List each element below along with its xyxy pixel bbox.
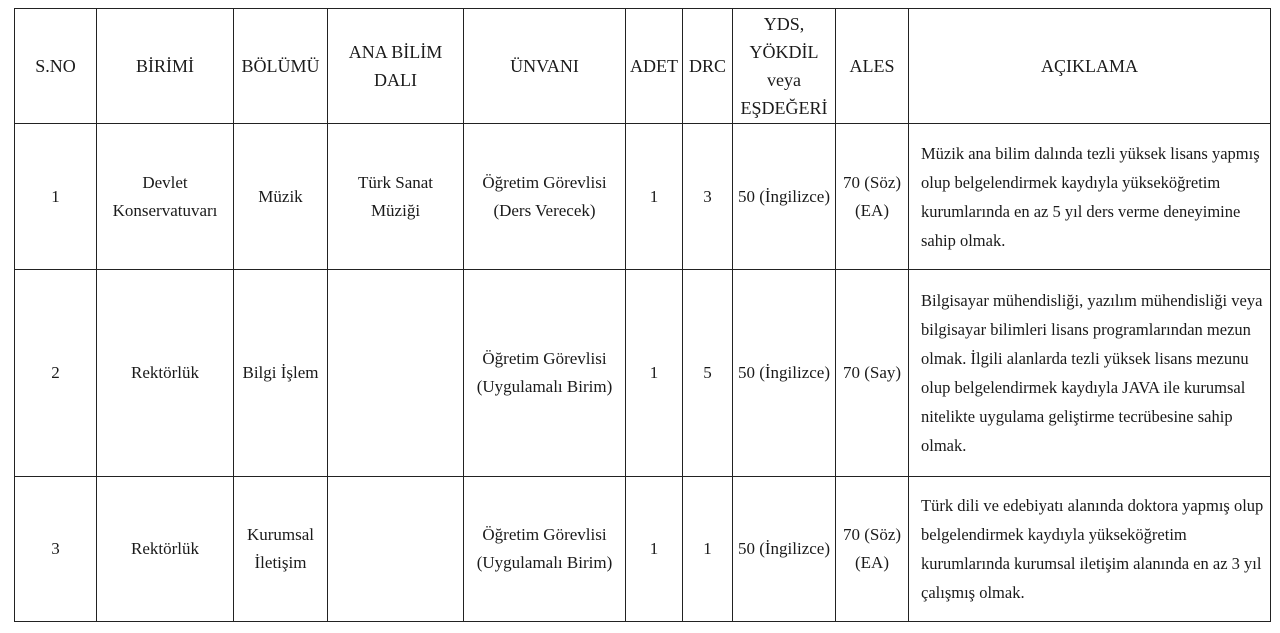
cell-ales: 70 (Söz) (EA)	[836, 477, 909, 622]
cell-adet: 1	[626, 270, 683, 477]
job-posting-table	[14, 8, 1271, 622]
cell-ales: 70 (Söz) (EA)	[836, 124, 909, 270]
header-adet: ADET	[626, 9, 683, 124]
cell-birimi: Rektörlük	[97, 270, 234, 477]
cell-drc: 5	[683, 270, 733, 477]
header-ales: ALES	[836, 9, 909, 124]
table-row	[15, 270, 1271, 477]
table-row	[15, 124, 1271, 270]
cell-birimi: Devlet Konservatuvarı	[97, 124, 234, 270]
cell-yds: 50 (İngilizce)	[733, 124, 836, 270]
cell-drc: 3	[683, 124, 733, 270]
cell-ales: 70 (Say)	[836, 270, 909, 477]
cell-sno: 2	[15, 270, 97, 477]
header-birimi: BİRİMİ	[97, 9, 234, 124]
cell-adet: 1	[626, 124, 683, 270]
cell-unvani: Öğretim Görevlisi (Uygulamalı Birim)	[464, 270, 626, 477]
header-ana-bilim-dali-text: ANA BİLİM DALI	[348, 42, 443, 90]
header-yds: YDS, YÖKDİL veya EŞDEĞERİ	[733, 9, 836, 124]
cell-aciklama: Müzik ana bilim dalında tezli yüksek lisans yapmış olup belgelendirmek kaydıyla yükseköğretim kurumlarında en az 5 yıl ders verme deneyimine sahip olmak.	[909, 124, 1271, 270]
cell-bolumu: Müzik	[234, 124, 328, 270]
cell-aciklama: Türk dili ve edebiyatı alanında doktora yapmış olup belgelendirmek kaydıyla yükseköğretim kurumlarında kurumsal iletişim alanında en az 3 yıl çalışmış olmak.	[909, 477, 1271, 622]
header-ana-bilim-dali	[328, 9, 464, 124]
cell-bolumu: Bilgi İşlem	[234, 270, 328, 477]
cell-ana-bilim-dali	[328, 477, 464, 622]
cell-adet: 1	[626, 477, 683, 622]
cell-unvani: Öğretim Görevlisi (Ders Verecek)	[464, 124, 626, 270]
cell-ana-bilim-dali	[328, 270, 464, 477]
cell-yds: 50 (İngilizce)	[733, 270, 836, 477]
cell-aciklama: Bilgisayar mühendisliği, yazılım mühendisliği veya bilgisayar bilimleri lisans programlarından mezun olmak. İlgili alanlarda tezli yüksek lisans mezunu olup belgelendirmek kaydıyla JAVA ile kurumsal nitelikte uygulama geliştirme tecrübesine sahip olmak.	[909, 270, 1271, 477]
header-aciklama: AÇIKLAMA	[909, 9, 1271, 124]
cell-birimi: Rektörlük	[97, 477, 234, 622]
cell-sno: 3	[15, 477, 97, 622]
cell-ana-bilim-dali-text: Türk Sanat Müziği	[357, 172, 434, 220]
header-row	[15, 9, 1271, 124]
header-unvani: ÜNVANI	[464, 9, 626, 124]
cell-yds: 50 (İngilizce)	[733, 477, 836, 622]
header-sno: S.NO	[15, 9, 97, 124]
cell-sno: 1	[15, 124, 97, 270]
cell-unvani: Öğretim Görevlisi (Uygulamalı Birim)	[464, 477, 626, 622]
header-bolumu: BÖLÜMÜ	[234, 9, 328, 124]
cell-ana-bilim-dali	[328, 124, 464, 270]
cell-drc: 1	[683, 477, 733, 622]
header-drc: DRC	[683, 9, 733, 124]
cell-bolumu: Kurumsal İletişim	[234, 477, 328, 622]
table-row	[15, 477, 1271, 622]
